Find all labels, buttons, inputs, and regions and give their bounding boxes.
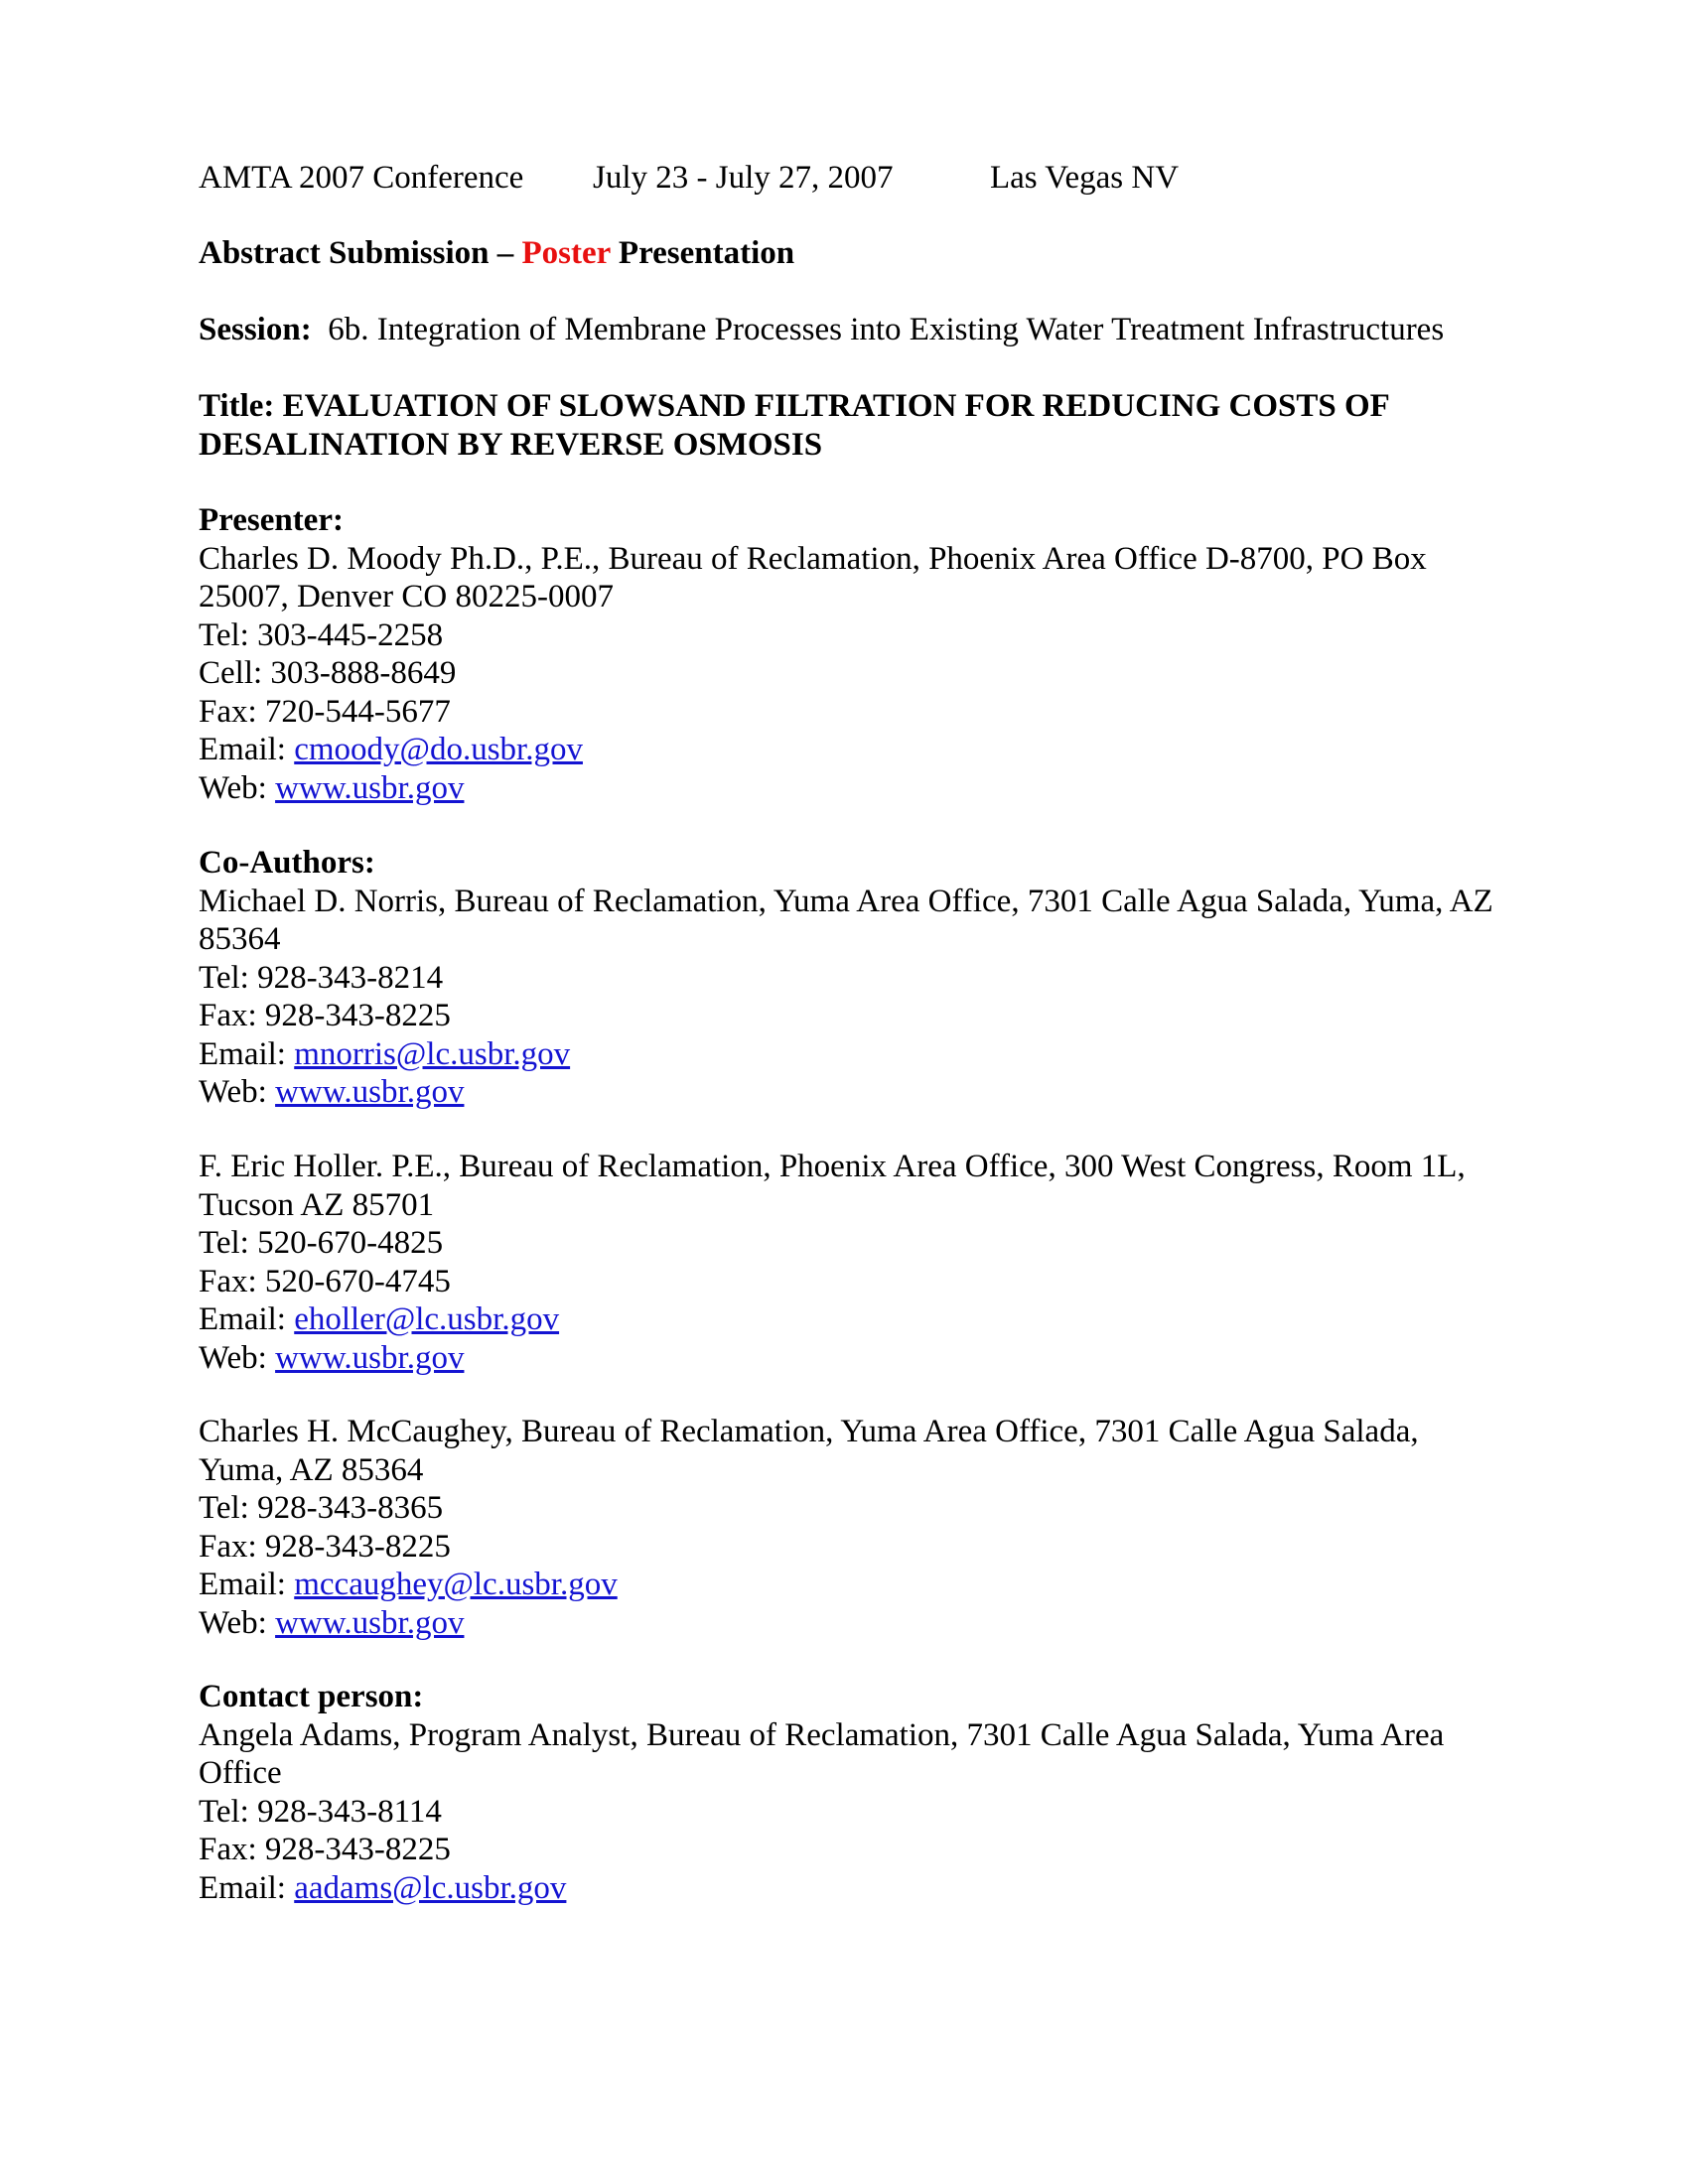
contact-heading: Contact person:	[199, 1679, 424, 1714]
coauthor-affiliation-1: Charles H. McCaughey, Bureau of Reclamation, Yuma Area Office, 7301 Calle Agua Salada,	[199, 1414, 1419, 1449]
coauthor-email-link[interactable]: mccaughey@lc.usbr.gov	[294, 1567, 618, 1602]
coauthor-web-row	[199, 1073, 1529, 1112]
presenter-tel: Tel: 303-445-2258	[199, 616, 444, 653]
coauthor-affiliation-2: 85364	[199, 921, 281, 957]
coauthors-heading: Co-Authors:	[199, 845, 375, 881]
contact-fax: Fax: 928-343-8225	[199, 1832, 451, 1867]
coauthor-3	[199, 1413, 1529, 1642]
contact-affiliation-1: Angela Adams, Program Analyst, Bureau of Reclamation, 7301 Calle Agua Salada, Yuma Area	[199, 1716, 1445, 1753]
email-label: Email:	[199, 1035, 295, 1072]
coauthor-affiliation-1: Michael D. Norris, Bureau of Reclamation, Yuma Area Office, 7301 Calle Agua Salada, Yuma, AZ	[199, 883, 1493, 919]
coauthor-email-link[interactable]: eholler@lc.usbr.gov	[294, 1301, 560, 1337]
email-label: Email:	[199, 1301, 295, 1337]
submission-suffix: Presentation	[610, 235, 795, 271]
coauthor-affiliation-2: Yuma, AZ 85364	[199, 1451, 424, 1488]
contact-email-row	[199, 1869, 1529, 1908]
submission-type	[199, 234, 1529, 273]
coauthor-1	[199, 844, 1529, 1112]
coauthor-2	[199, 1148, 1529, 1377]
conference-name: AMTA 2007 Conference	[199, 160, 524, 196]
coauthor-affiliation-2: Tucson AZ 85701	[199, 1186, 435, 1223]
session-label: Session:	[199, 312, 312, 347]
email-label: Email:	[199, 1869, 295, 1906]
contact-tel: Tel: 928-343-8114	[199, 1793, 442, 1830]
paper-title	[199, 387, 1529, 464]
submission-prefix: Abstract Submission –	[199, 235, 522, 271]
coauthor-web-row	[199, 1604, 1529, 1643]
conference-header	[199, 159, 1529, 199]
presenter-web-row	[199, 769, 1529, 808]
email-label: Email:	[199, 1567, 295, 1602]
coauthor-tel: Tel: 928-343-8214	[199, 959, 444, 996]
coauthor-fax: Fax: 520-670-4745	[199, 1263, 451, 1299]
coauthor-tel: Tel: 520-670-4825	[199, 1225, 444, 1261]
title-line-1: Title: EVALUATION OF SLOWSAND FILTRATION FOR REDUCING COSTS OF	[199, 388, 1390, 424]
web-label: Web:	[199, 1604, 276, 1641]
presenter-web-link[interactable]: www.usbr.gov	[275, 769, 465, 806]
coauthor-fax: Fax: 928-343-8225	[199, 998, 451, 1033]
presenter-affiliation-1: Charles D. Moody Ph.D., P.E., Bureau of Reclamation, Phoenix Area Office D-8700, PO Box	[199, 540, 1427, 577]
email-label: Email:	[199, 732, 295, 767]
coauthor-web-row	[199, 1339, 1529, 1378]
coauthor-email-row	[199, 1300, 1529, 1339]
web-label: Web:	[199, 1339, 276, 1376]
presenter-cell: Cell: 303-888-8649	[199, 655, 457, 691]
coauthor-email-row	[199, 1566, 1529, 1604]
coauthor-email-row	[199, 1035, 1529, 1074]
web-label: Web:	[199, 1074, 276, 1110]
conference-location: Las Vegas NV	[990, 160, 1180, 196]
presenter-heading: Presenter:	[199, 502, 344, 538]
presenter-email-row	[199, 731, 1529, 769]
session-line	[199, 311, 1529, 349]
title-line-2: DESALINATION BY REVERSE OSMOSIS	[199, 426, 823, 463]
contact-section	[199, 1678, 1529, 1907]
coauthor-web-link[interactable]: www.usbr.gov	[275, 1604, 465, 1641]
conference-dates: July 23 - July 27, 2007	[593, 160, 894, 196]
session-value: 6b. Integration of Membrane Processes into Existing Water Treatment Infrastructures	[328, 312, 1445, 347]
contact-email-link[interactable]: aadams@lc.usbr.gov	[294, 1869, 567, 1906]
coauthor-fax: Fax: 928-343-8225	[199, 1528, 451, 1565]
contact-affiliation-2: Office	[199, 1755, 282, 1791]
presenter-email-link[interactable]: cmoody@do.usbr.gov	[294, 732, 583, 767]
coauthor-tel: Tel: 928-343-8365	[199, 1490, 444, 1526]
coauthor-web-link[interactable]: www.usbr.gov	[275, 1339, 465, 1376]
presenter-affiliation-2: 25007, Denver CO 80225-0007	[199, 579, 614, 614]
coauthor-web-link[interactable]: www.usbr.gov	[275, 1074, 465, 1110]
presenter-section	[199, 501, 1529, 807]
submission-type-word: Poster	[521, 235, 611, 271]
presenter-fax: Fax: 720-544-5677	[199, 693, 451, 730]
coauthor-email-link[interactable]: mnorris@lc.usbr.gov	[294, 1035, 571, 1072]
web-label: Web:	[199, 769, 276, 806]
coauthor-affiliation-1: F. Eric Holler. P.E., Bureau of Reclamation, Phoenix Area Office, 300 West Congress, Room 1L,	[199, 1149, 1466, 1184]
